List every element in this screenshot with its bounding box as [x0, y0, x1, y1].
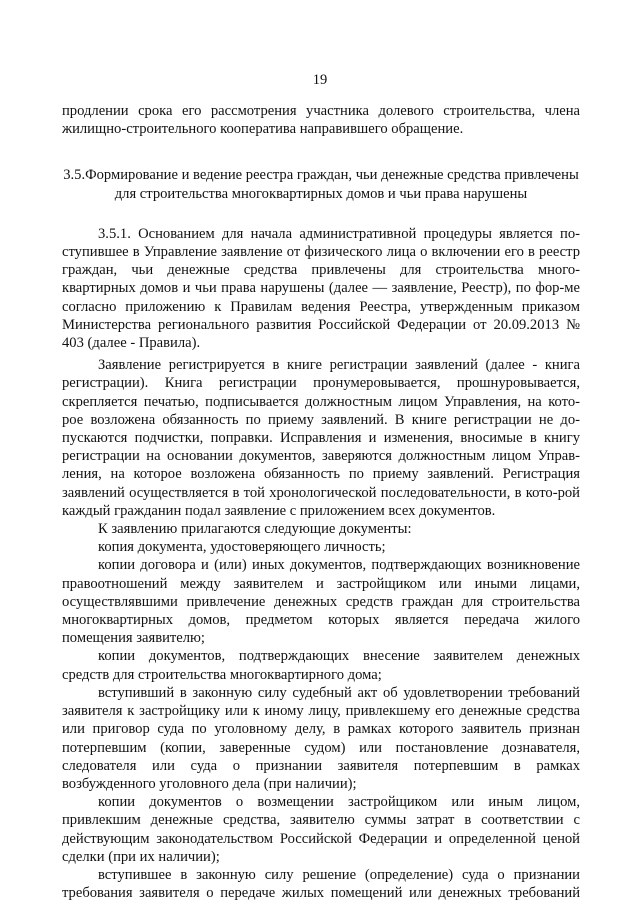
paragraph: К заявлению прилагаются следующие документы: — [98, 521, 412, 538]
paragraph: Заявление регистрируется в книге регистрации заявлений (далее - книга регистрации). Книга регистрации пронумеровывается, прошнуровывается, скрепляется печатью, подписывается должностным лицом Управления, на кото-рое возложена обязанность по приему заявлений. В книге регистрации не до-пускаются подчистки, поправки. Исправления и изменения, вносимые в книгу регистрации на основании документов, заверяются должностным лицом Управ-ления, на которое возложена обязанность по приему заявлений. Регистрация заявлений осуществляется в той хронологической последовательности, в кото-рой каждый гражданин подал заявление с приложением всех документов. — [62, 357, 580, 519]
list-item: копия документа, удостоверяющего личность; — [98, 539, 386, 556]
list-item: копии документов о возмещении застройщиком или иным лицом, привлекшим денежные средства, заявителю суммы затрат в соответствии с действующим законодательством Российской Федерации и определенной ценой сделки (при их наличии); — [62, 794, 580, 865]
section-heading: 3.5.Формирование и ведение реестра граждан, чьи денежные средства привлечены для строительства многоквартирных домов и чьи права нарушены — [63, 167, 579, 202]
list-item: копии договора и (или) иных документов, подтверждающих возникновение правоотношений между заявителем и застройщиком или иными лицами, осуществлявшими привлечение денежных средств граждан для строительства многоквартирных домов, предметом которых является передача жилого помещения заявителю; — [62, 557, 580, 647]
document-body — [62, 102, 580, 902]
page-number: 19 — [312, 72, 328, 88]
paragraph: продлении срока его рассмотрения участника долевого строительства, члена жилищно-строительного кооператива направившего обращение. — [62, 103, 580, 138]
paragraph: 3.5.1. Основанием для начала административной процедуры является по-ступившее в Управление заявление от физического лица о включении его в реестр граждан, чьи денежные средства привлечены для строительства много-квартирных домов и чьи права нарушены (далее — заявление, Реестр), по фор-ме согласно приложению к Правилам ведения Реестра, утвержденным приказом Министерства регионального развития Российской Федерации от 20.09.2013 № 403 (далее - Правила). — [62, 225, 580, 352]
list-item: вступившее в законную силу решение (определение) суда о признании требования заявителя о передаче жилых помещений или денежных требований — [62, 866, 580, 902]
list-item: копии документов, подтверждающих внесение заявителем денежных средств для строительства многоквартирного дома; — [62, 648, 580, 683]
list-item: вступивший в законную силу судебный акт об удовлетворении требований заявителя к застройщику или к иному лицу, привлекшему его денежные средства или приговор суда по уголовному делу, в рамках которого заявитель признан потерпевшим (копии, заверенные судом) или постановление дознавателя, следователя или суда о признании заявителя потерпевшим в рамках возбужденного уголовного дела (при наличии); — [62, 684, 580, 792]
